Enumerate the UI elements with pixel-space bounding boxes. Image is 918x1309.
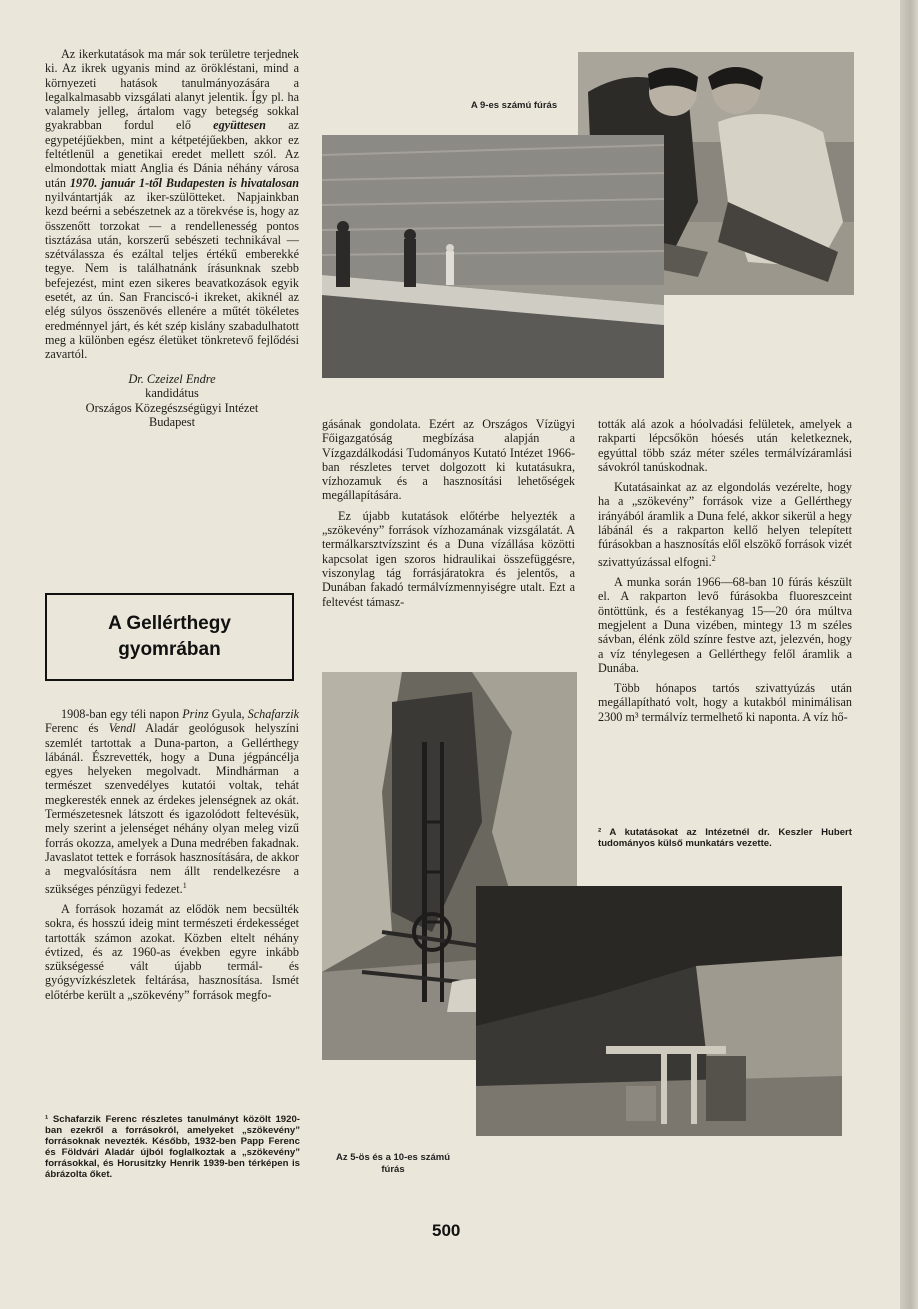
paragraph: 1908-ban egy téli napon Prinz Gyula, Schafarzik Ferenc és Vendl Aladár geológusok helyszíni szemlét tartottak a Duna-parton, a Gellérthegy lábánál. Észrevették, hogy a Duna jégpáncélja egyes helyeken megolvadt. Mindhárman a természet szenvedélyes kutatói voltak, tehát megkeresték ennek az érdekes jelenségnek az okát. Természetesnek látszott és igazolódott feltevésük, mely szerint a jelenséget néhány olyan meleg vizű forrás okozza, amelyek a Duna medrében fakadnak. Javaslatot tettek e források hasznosítására, de akkor a megvalósításra nem állt rendelkezésre a szükséges pénzügyi fedezet.$^1$ bbox=[45, 707, 300, 896]
footnote-ref[interactable]: 2 bbox=[711, 553, 716, 563]
author-institution: Országos Közegészségügyi Intézet bbox=[85, 400, 259, 415]
footnote-ref[interactable]: 1 bbox=[182, 880, 187, 890]
article-title-box bbox=[45, 593, 294, 681]
author-city: Budapest bbox=[148, 415, 196, 430]
footnote-1: ¹ Schafarzik Ferenc részletes tanulmányt közölt 1920-ban ezekről a forrásokról, amelyeket „szökevény” forrásoknak nevezték. Később, 1932-ben Papp Ferenc és Földvári Aladár újból foglalkoztak a „szökevény” forrásokkal, és Horusitzky Henrik 1939-ben térképen is ábrázolta őket. bbox=[45, 1114, 300, 1180]
article-body-col2 bbox=[322, 417, 575, 609]
paragraph: Az ikerkutatások ma már sok területre terjednek ki. Az ikrek ugyanis mind az örökléstani, mind a környezeti hatások tanulmányozására a legalkalmasabb vizsgálati alanyt jelentik. Így pl. ha valamely jelleg, ártalom vagy betegség sokkal gyakrabban fordul elő együttesen az egypetéjűekben, mint a kétpetéjűekben, akkor ez feltétlenül a genetikai eredet mellett szól. Az elmondottak miatt Anglia és Dánia néhány városa után 1970. január 1-től Budapesten is hivatalosan nyilvántartják az iker-szülötteket. Napjainkban kezd beérni a sebészetnek az a törekvése is, hogy az összenőtt torzokat — a rendellenesség pontos tisztázása után, korszerű sebészeti technikával — szétválassza és ezáltal teljes értékű emberekké tegye. Nem is találhatnánk írásunknak szebb befejezést, mint ezen sikeres beavatkozások egyik esetét, az ún. San Franciscó-i ikreket, akiknél az elég súlyos összenövés ellenére a műtét tökéletes eredménnyel járt, és két szép kislány szabadulhatott meg a különben egész életüket tönkretevő fejlődési zavartól. bbox=[45, 47, 300, 362]
photo-caption-bottom: Az 5-ös és a 10-es számú fúrás bbox=[335, 1152, 451, 1175]
author-signature bbox=[45, 372, 299, 430]
paragraph: Ez újabb kutatások előtérbe helyezték a „szökevény” források vízhozamának vizsgálatát. A termálkarsztvízszint és a Duna vízállása közötti kapcsolat igen szoros hidraulikai összefüggésre, viszonylag tág forrásjáratokra és jelentős, a Dunában fakadó termálvízmennyiségre utalt. Ezt a feltevést támasz- bbox=[322, 508, 575, 609]
page-number: 500 bbox=[432, 1221, 461, 1240]
author-title: kandidátus bbox=[145, 386, 199, 401]
paragraph: A források hozamát az elődök nem becsülték sokra, és hosszú ideig mint természeti érdekességet tartották számon azokat. Közben eltelt néhány évtized, és az 1960-as években egyre inkább szükségessé vált újabb termál- és gyógyvízkészletek feltárása, hasznosítása. Ismét előtérbe került a „szökevény” források megfo- bbox=[45, 901, 299, 1002]
photo-caption-top: A 9-es számú fúrás bbox=[470, 100, 558, 111]
paragraph: tották alá azok a hóolvadási felületek, amelyek a rakparti lépcsőkön hóesés után keletkeznek, egyúttal több száz méter széles termálvízáramlási sávokról tanúskodnak. bbox=[598, 417, 852, 474]
footnote-2: ² A kutatásokat az Intézetnél dr. Keszler Hubert tudományos külső munkatárs vezette. bbox=[598, 827, 852, 849]
previous-article-text bbox=[45, 47, 299, 430]
article-title-line1: A Gellérthegy bbox=[108, 613, 231, 634]
paragraph: gásának gondolata. Ezért az Országos Vízügyi Főigazgatóság megbízása alapján a Vízgazdálkodási Tudományos Kutató Intézet 1966-ban részletes tervet dolgozott ki kutatásukra, vízhozamuk és a hasznosítási lehetőségek megállapítására. bbox=[322, 417, 575, 503]
paragraph: A munka során 1966—68-ban 10 fúrás készült el. A rakparton levő fúrásokba fluoreszceint öntöttünk, és a festékanyag 15—20 óra múltva megjelent a Duna vizében, mintegy 13 m széles sávban, élénk zöld színre festve azt, jelezvén, hogy a víz ténylegesen a Gellérthegy felől áramlik a Dunába. bbox=[598, 575, 852, 675]
paragraph: Kutatásainkat az az elgondolás vezérelte, hogy ha a „szökevény” források vize a Gellérthegy irányából áramlik a Duna felé, akkor sikerül a hegy lábánál és a rakparton kellő helyen telepített fúrásokban a hasznosítás elől elszökő források vizét szivattyúzással elfogni.$^2$ bbox=[598, 480, 852, 569]
paragraph: Több hónapos tartós szivattyúzás után megállapítható volt, hogy a kutakból minimálisan 2300 m³ termálvíz termelhető ki naponta. A víz hő- bbox=[598, 681, 852, 724]
author-name: Dr. Czeizel Endre bbox=[128, 371, 216, 386]
article-body-col1 bbox=[45, 707, 299, 1002]
article-body-col3 bbox=[598, 417, 852, 724]
photo-tunnel-entrance bbox=[476, 886, 842, 1136]
page-edge bbox=[900, 0, 918, 1309]
article-title-line2: gyomrában bbox=[118, 639, 221, 660]
photo-danube-embankment bbox=[322, 135, 664, 378]
